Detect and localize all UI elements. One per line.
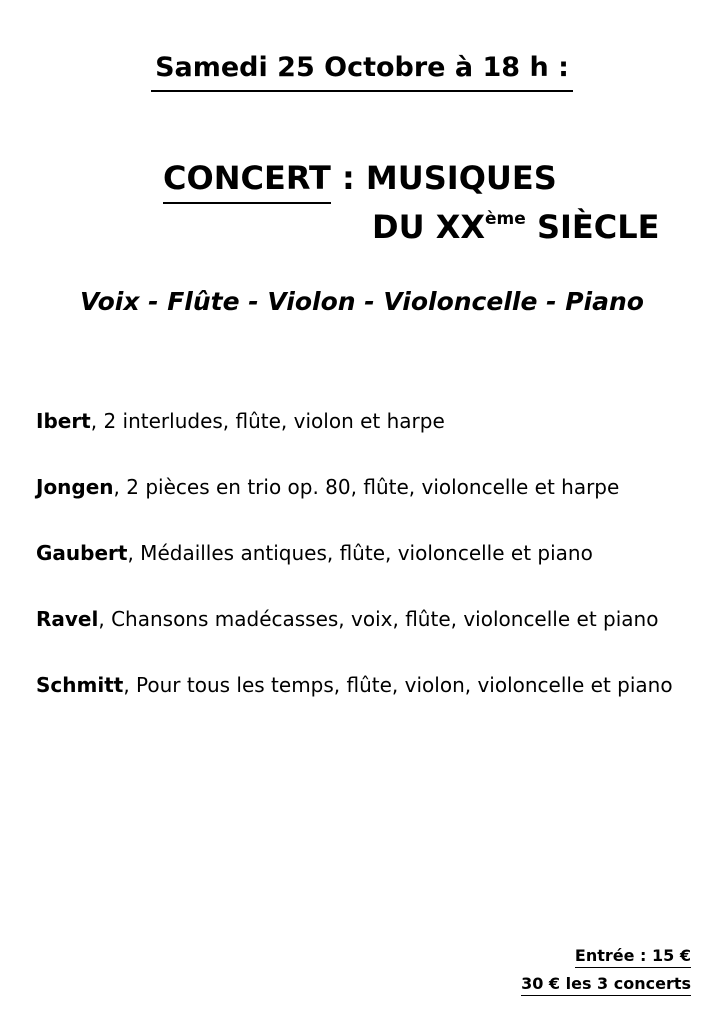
composer-name: Jongen [36,475,114,499]
century-suffix: SIÈCLE [525,208,660,246]
work-details: , 2 interludes, flûte, violon et harpe [90,409,445,433]
program-item [36,537,691,570]
entry-price: Entrée : 15 € [575,945,691,968]
work-details: , Chansons madécasses, voix, flûte, violoncelle et piano [98,607,659,631]
composer-name: Ibert [36,409,91,433]
program-item [36,603,691,636]
composer-name: Ravel [36,607,99,631]
composer-name: Schmitt [36,673,124,697]
concert-title-line-2 [372,205,660,249]
concert-title-rest: : MUSIQUES [330,159,557,197]
program-item [36,669,691,702]
bundle-price: 30 € les 3 concerts [521,973,691,996]
program-list [36,405,691,735]
event-date-heading [0,50,724,92]
composer-name: Gaubert [36,541,128,565]
program-item [36,405,691,438]
work-details: , Médailles antiques, flûte, violoncelle et piano [127,541,593,565]
instruments-subtitle: Voix - Flûte - Violon - Violoncelle - Piano [80,287,644,316]
concert-title-word: CONCERT [163,156,331,204]
price-info [521,942,691,998]
century-prefix: DU XX [372,208,486,246]
century-superscript: ème [485,209,526,229]
work-details: , 2 pièces en trio op. 80, flûte, violoncelle et harpe [113,475,620,499]
program-item [36,471,691,504]
event-date-text: Samedi 25 Octobre à 18 h : [151,50,573,92]
concert-title-line-1 [163,156,557,204]
work-details: , Pour tous les temps, flûte, violon, violoncelle et piano [123,673,673,697]
